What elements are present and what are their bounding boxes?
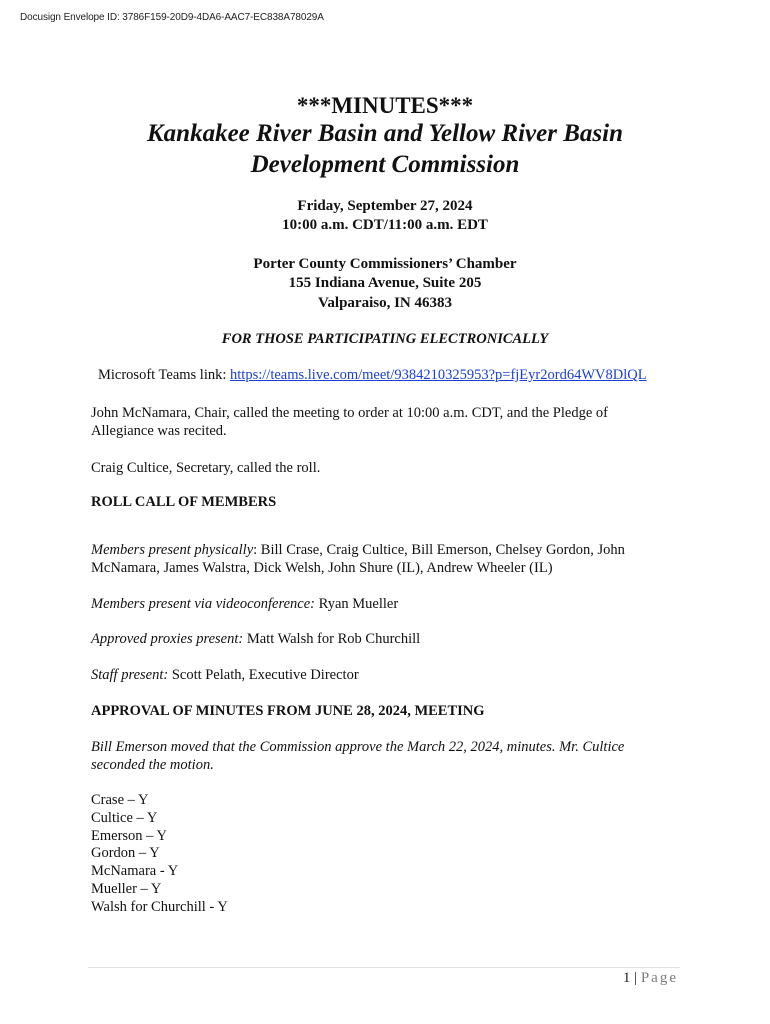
commission-name-line2: Development Commission (250, 151, 520, 178)
location-line2: 155 Indiana Avenue, Suite 205 (288, 275, 482, 291)
electronic-participation-heading: FOR THOSE PARTICIPATING ELECTRONICALLY (221, 331, 549, 347)
vote-list (91, 792, 228, 917)
teams-link-line (98, 367, 647, 384)
minutes-title: ***MINUTES*** (296, 93, 474, 118)
motion-paragraph: Bill Emerson moved that the Commission approve the March 22, 2024, minutes. Mr. Cultice seconded the motion. (91, 739, 625, 773)
roll-call-heading: ROLL CALL OF MEMBERS (91, 494, 277, 510)
staff-label: Staff present: (91, 667, 169, 683)
vote-item: Emerson – Y (91, 827, 167, 844)
meeting-date: Friday, September 27, 2024 (297, 198, 473, 214)
members-present-physically (91, 541, 661, 577)
meeting-time: 10:00 a.m. CDT/11:00 a.m. EDT (282, 217, 488, 233)
location-line3: Valparaiso, IN 46383 (317, 295, 453, 311)
approved-proxies (91, 630, 661, 648)
teams-link-label: Microsoft Teams link: (98, 367, 231, 383)
staff-present (91, 666, 661, 684)
staff-list: Scott Pelath, Executive Director (168, 667, 359, 683)
docusign-envelope-id: Docusign Envelope ID: 3786F159-20D9-4DA6-AAC7-EC838A78029A (20, 12, 324, 23)
call-to-order-paragraph: John McNamara, Chair, called the meeting to order at 10:00 a.m. CDT, and the Pledge of Allegiance was recited. (91, 405, 608, 439)
page-word: Page (640, 970, 678, 986)
vote-item: McNamara - Y (91, 863, 179, 880)
location-line1: Porter County Commissioners’ Chamber (253, 256, 517, 272)
vote-item: Gordon – Y (91, 845, 160, 862)
vote-item: Mueller – Y (91, 880, 162, 897)
members-video-list: Ryan Mueller (315, 596, 399, 612)
footer-divider (88, 967, 680, 968)
vote-item: Crase – Y (91, 792, 149, 808)
members-physical-list: : Bill Crase, Craig Cultice, Bill Emerson, Chelsey Gordon, John McNamara, James Walstra, Dick Welsh, John Shure (IL), Andrew Wheeler (IL) (91, 542, 625, 576)
members-present-video (91, 595, 661, 613)
members-physical-label: Members present physically (91, 542, 254, 558)
vote-item: Cultice – Y (91, 809, 158, 826)
approval-of-minutes-heading: APPROVAL OF MINUTES FROM JUNE 28, 2024, MEETING (91, 703, 485, 719)
page-number-value: 1 | (622, 970, 641, 986)
roll-called-paragraph: Craig Cultice, Secretary, called the roll. (91, 460, 321, 476)
teams-meeting-link[interactable]: https://teams.live.com/meet/9384210325953?p=fjEyr2ord64WV8DlQL (230, 367, 647, 383)
members-video-label: Members present via videoconference: (91, 596, 315, 612)
proxies-list: Matt Walsh for Rob Churchill (243, 631, 421, 647)
commission-name-line1: Kankakee River Basin and Yellow River Basin (147, 120, 623, 147)
proxies-label: Approved proxies present: (91, 631, 244, 647)
page-number (623, 970, 678, 987)
vote-item: Walsh for Churchill - Y (91, 898, 228, 915)
